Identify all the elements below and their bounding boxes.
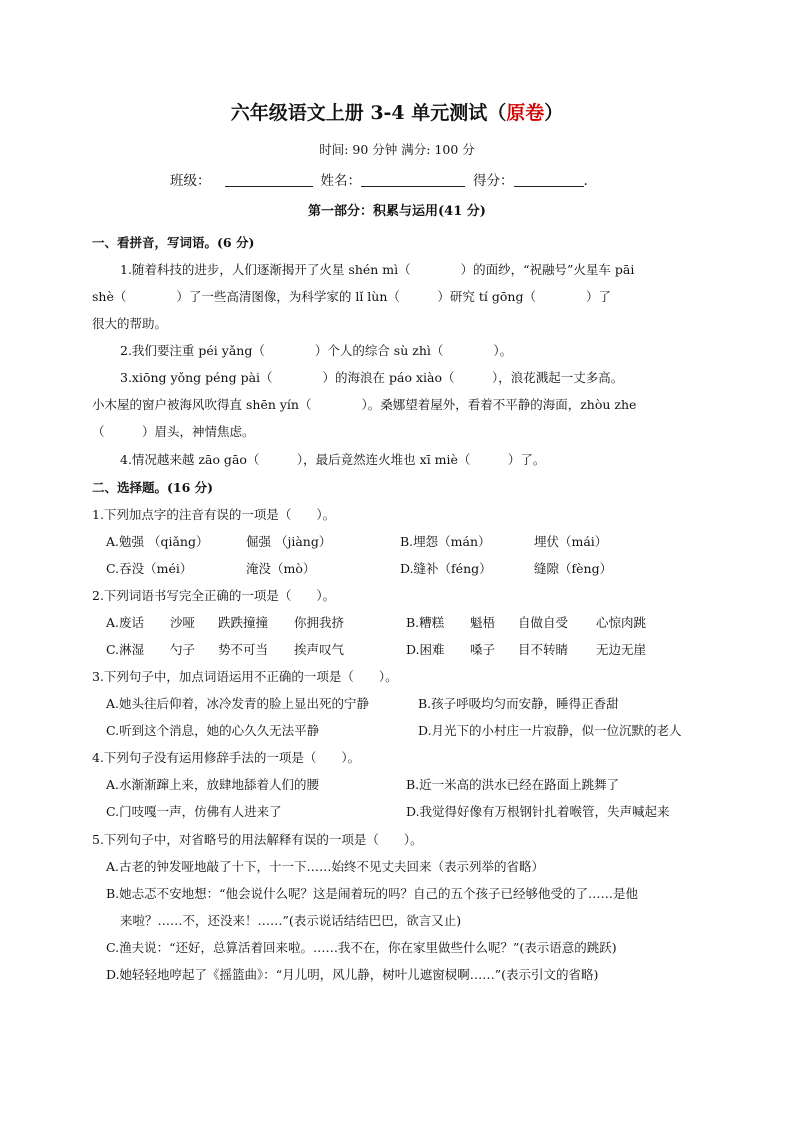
class-field[interactable] (225, 172, 313, 187)
section1-line: 2.我们要注重 péi yǎng（ ）个人的综合 sù zhì（ ）。 (120, 343, 513, 358)
option-b: B.埋怨（mán） (400, 534, 491, 549)
option-a: A.古老的钟发哑地敲了十下，十一下……始终不见丈夫回来（表示列举的省略） (106, 859, 545, 874)
section1-heading: 一、看拼音，写词语。(6 分) (92, 235, 255, 250)
name-field[interactable] (361, 172, 465, 187)
option-a-extra: 倔强 （jiàng） (246, 534, 332, 549)
question-stem: 5.下列句子中，对省略号的用法解释有误的一项是（ ）。 (92, 832, 423, 847)
option-b: B.糟糕 (406, 615, 445, 630)
option-c: C.淋湿 (106, 642, 145, 657)
exam-meta: 时间: 90 分钟 满分: 100 分 (319, 142, 475, 157)
title-highlight: 原卷 (506, 102, 545, 124)
option-word: 无边无崖 (596, 642, 647, 657)
exam-title (0, 100, 794, 126)
section1-line: 小木屋的窗户被海风吹得直 shēn yín（ ）。桑娜望着屋外，看着不平静的海面，zhòu zhe (92, 397, 637, 412)
option-a: A.勉强 （qiǎng） (106, 534, 209, 549)
option-word: 嗓子 (470, 642, 496, 657)
part-heading: 第一部分：积累与运用(41 分) (308, 204, 486, 219)
class-label: 班级： (170, 173, 211, 189)
option-b: B.孩子呼吸均匀而安静，睡得正香甜 (418, 696, 619, 711)
section1-line: 3.xiōng yǒng péng pài（ ）的海浪在 páo xiào（ ），浪花溅起一丈多高。 (120, 370, 624, 385)
option-d: D.困难 (406, 642, 445, 657)
option-b: B.她忐忑不安地想：“他会说什么呢？这是闹着玩的吗？自己的五个孩子已经够他受的了……是他 (106, 886, 639, 901)
option-a: A.水渐渐蹿上来，放肆地舔着人们的腰 (106, 777, 320, 792)
section1-line: 1.随着科技的进步，人们逐渐揭开了火星 shén mì（ ）的面纱，“祝融号”火星车 pāi (120, 262, 635, 277)
score-label: 得分： (473, 173, 514, 189)
option-c: C.门吱嘎一声，仿佛有人进来了 (106, 804, 282, 819)
score-field[interactable] (514, 172, 584, 187)
option-word: 势不可当 (218, 642, 269, 657)
option-c: C.吞没（méi） (106, 561, 193, 576)
option-word: 目不转睛 (518, 642, 569, 657)
option-a: A.她头往后仰着，冰冷发青的脸上显出死的宁静 (106, 696, 370, 711)
option-word: 勺子 (170, 642, 196, 657)
option-d: D.缝补（féng） (400, 561, 492, 576)
question-stem: 2.下列词语书写完全正确的一项是（ ）。 (92, 588, 336, 603)
name-label: 姓名： (320, 173, 361, 189)
option-word: 自做自受 (518, 615, 569, 630)
title-end: ） (544, 102, 564, 124)
option-d: D.她轻轻地哼起了《摇篮曲》：“月儿明，风儿静，树叶儿遮窗棂啊……”(表示引文的省略) (106, 967, 599, 982)
option-d-extra: 缝隙（fèng） (534, 561, 613, 576)
option-word: 魁梧 (470, 615, 496, 630)
question-stem: 4.下列句子没有运用修辞手法的一项是（ ）。 (92, 750, 361, 765)
option-b: B.近一米高的洪水已经在路面上跳舞了 (406, 777, 620, 792)
question-stem: 3.下列句子中，加点词语运用不正确的一项是（ ）。 (92, 669, 398, 684)
option-b-continued: 来啦？……不，还没来！……”(表示说话结结巴巴，欲言又止) (120, 913, 462, 928)
section1-line: （ ）眉头，神情焦虑。 (92, 424, 255, 439)
option-d: D.我觉得好像有万根钢针扎着喉管，失声喊起来 (406, 804, 670, 819)
option-c: C.渔夫说：“还好，总算活着回来啦。……我不在，你在家里做些什么呢？”(表示语意的跳跃) (106, 940, 617, 955)
section1-line: 很大的帮助。 (92, 316, 168, 331)
option-word: 你拥我挤 (294, 615, 345, 630)
title-text: 六年级语文上册 3-4 单元测试（ (230, 102, 507, 124)
option-word: 挨声叹气 (294, 642, 345, 657)
student-info-row: 班级： 姓名： 得分： . (170, 173, 588, 189)
option-a: A.废话 (106, 615, 145, 630)
option-c-extra: 淹没（mò） (246, 561, 316, 576)
section2-heading: 二、选择题。(16 分) (92, 480, 214, 495)
option-word: 跌跌撞撞 (218, 615, 269, 630)
option-d: D.月光下的小村庄一片寂静，似一位沉默的老人 (418, 723, 682, 738)
option-c: C.听到这个消息，她的心久久无法平静 (106, 723, 320, 738)
question-stem: 1.下列加点字的注音有误的一项是（ ）。 (92, 507, 336, 522)
option-word: 心惊肉跳 (596, 615, 647, 630)
option-word: 沙哑 (170, 615, 196, 630)
section1-line: shè（ ）了一些高清图像，为科学家的 lǐ lùn（ ）研究 tí gōng（ ）了 (92, 289, 611, 304)
option-b-extra: 埋伏（mái） (534, 534, 608, 549)
section1-line: 4.情况越来越 zāo gāo（ ），最后竟然连火堆也 xī miè（ ）了。 (120, 452, 546, 467)
